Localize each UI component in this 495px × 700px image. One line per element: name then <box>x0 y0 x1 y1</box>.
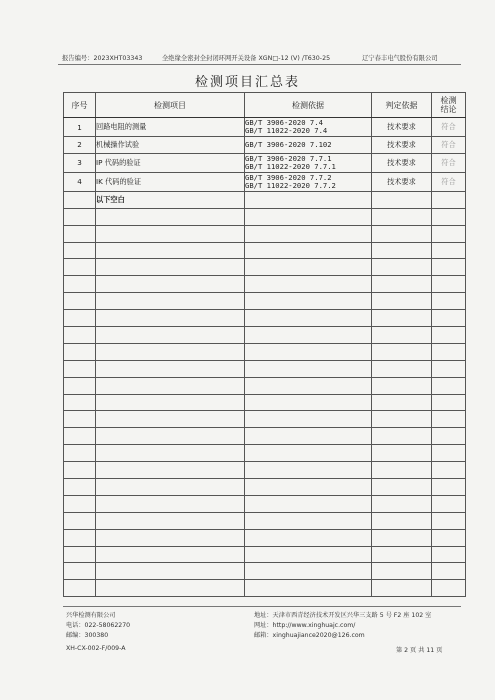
blank-cell <box>64 411 96 428</box>
table-row <box>64 172 466 191</box>
table-row-empty <box>64 242 466 259</box>
blank-cell <box>245 293 372 310</box>
row-basis <box>245 118 372 137</box>
page-number: 第 2 页 共 11 页 <box>396 647 443 654</box>
row-no: 4 <box>64 172 96 191</box>
blank-cell <box>432 580 466 597</box>
table-row-empty <box>64 428 466 445</box>
blank-cell <box>64 242 96 259</box>
blank-cell <box>64 479 96 496</box>
row-no: 3 <box>64 153 96 172</box>
blank-cell <box>432 360 466 377</box>
blank-cell <box>372 327 432 344</box>
blank-cell <box>64 310 96 327</box>
blank-cell <box>432 411 466 428</box>
header-item: 检测项目 <box>96 93 245 118</box>
table-row <box>64 137 466 154</box>
table-row-empty <box>64 310 466 327</box>
footer-address: 地址：天津市西青经济技术开发区兴华三支路 5 号 F2 座 102 室 <box>254 612 432 619</box>
row-item: 机械操作试验 <box>96 137 245 154</box>
blank-cell <box>372 563 432 580</box>
blank-cell <box>96 462 245 479</box>
blank-cell <box>64 276 96 293</box>
blank-cell <box>372 546 432 563</box>
blank-cell <box>245 411 372 428</box>
blank-cell <box>96 225 245 242</box>
blank-cell <box>245 428 372 445</box>
blank-cell <box>372 529 432 546</box>
blank-cell <box>64 225 96 242</box>
row-basis-line1: GB/T 3906-2020 7.7.1 <box>245 153 332 163</box>
table-body <box>64 118 466 597</box>
row-basis <box>245 153 372 172</box>
client-company: 辽宁春丰电气股份有限公司 <box>362 55 438 62</box>
row-requirement: 技术要求 <box>372 172 432 191</box>
table-row <box>64 153 466 172</box>
table-row-empty <box>64 512 466 529</box>
blank-cell <box>245 360 372 377</box>
table-row-empty <box>64 445 466 462</box>
blank-cell <box>372 276 432 293</box>
blank-cell <box>64 512 96 529</box>
table-row-empty <box>64 462 466 479</box>
blank-cell <box>96 445 245 462</box>
blank-cell <box>245 479 372 496</box>
blank-cell <box>96 208 245 225</box>
blank-cell <box>96 259 245 276</box>
blank-cell <box>64 377 96 394</box>
table-row-empty <box>64 276 466 293</box>
blank-cell <box>245 225 372 242</box>
blank-cell <box>245 310 372 327</box>
blank-cell <box>96 428 245 445</box>
footer-phone: 电话：022-58062270 <box>66 622 131 629</box>
table-row-blank-note <box>64 191 466 208</box>
product-name: 全绝缘全密封全封闭环网开关设备 XGN□-12 (V) /T630-25 <box>162 55 331 62</box>
table-row-empty <box>64 563 466 580</box>
row-no: 1 <box>64 118 96 137</box>
blank-cell <box>372 462 432 479</box>
report-number: 报告编号：2023XHT03343 <box>62 55 143 62</box>
blank-cell <box>372 208 432 225</box>
blank-cell <box>372 445 432 462</box>
table-row-empty <box>64 394 466 411</box>
row-basis-line1: GB/T 3906-2020 7.102 <box>245 139 332 149</box>
row-basis-line2: GB/T 11022-2020 7.7.1 <box>245 161 336 171</box>
blank-cell <box>372 191 432 208</box>
table-header-row <box>64 93 466 118</box>
blank-cell <box>245 327 372 344</box>
footer-org: 兴华检测有限公司 <box>66 612 116 619</box>
blank-cell <box>245 191 372 208</box>
blank-cell <box>96 546 245 563</box>
row-basis <box>245 137 372 154</box>
blank-cell <box>64 462 96 479</box>
blank-cell <box>372 225 432 242</box>
table-row-empty <box>64 580 466 597</box>
blank-cell <box>432 495 466 512</box>
blank-cell <box>245 276 372 293</box>
blank-cell <box>432 276 466 293</box>
table-row <box>64 118 466 137</box>
blank-cell <box>64 394 96 411</box>
blank-cell <box>96 394 245 411</box>
row-result: 符合 <box>432 153 466 172</box>
blank-cell <box>64 293 96 310</box>
blank-cell <box>64 529 96 546</box>
blank-cell <box>64 259 96 276</box>
blank-cell <box>96 242 245 259</box>
table-row-empty <box>64 479 466 496</box>
blank-cell <box>96 276 245 293</box>
table-row-empty <box>64 293 466 310</box>
blank-cell <box>372 479 432 496</box>
blank-cell <box>372 377 432 394</box>
table-row-empty <box>64 343 466 360</box>
blank-cell <box>245 377 372 394</box>
blank-cell <box>245 563 372 580</box>
blank-cell <box>432 310 466 327</box>
blank-cell <box>64 563 96 580</box>
blank-cell <box>64 343 96 360</box>
blank-cell <box>372 495 432 512</box>
row-basis <box>245 172 372 191</box>
table-row-empty <box>64 360 466 377</box>
row-requirement: 技术要求 <box>372 118 432 137</box>
blank-cell <box>245 259 372 276</box>
blank-cell <box>432 512 466 529</box>
blank-cell <box>432 529 466 546</box>
blank-cell <box>245 208 372 225</box>
row-no: 2 <box>64 137 96 154</box>
blank-cell <box>245 343 372 360</box>
blank-cell <box>432 479 466 496</box>
row-item: 回路电阻的测量 <box>96 118 245 137</box>
blank-cell <box>432 225 466 242</box>
table-row-empty <box>64 225 466 242</box>
blank-cell <box>372 411 432 428</box>
summary-table <box>63 92 466 597</box>
table-row-empty <box>64 208 466 225</box>
blank-cell <box>432 445 466 462</box>
blank-cell <box>432 546 466 563</box>
blank-cell <box>432 428 466 445</box>
blank-cell <box>64 327 96 344</box>
blank-cell <box>96 580 245 597</box>
blank-cell <box>372 512 432 529</box>
blank-cell <box>245 512 372 529</box>
blank-cell <box>96 411 245 428</box>
row-item: IK 代码的验证 <box>96 172 245 191</box>
header-divider <box>58 64 461 65</box>
blank-cell <box>432 259 466 276</box>
row-result: 符合 <box>432 137 466 154</box>
blank-cell <box>245 580 372 597</box>
blank-cell <box>64 495 96 512</box>
row-basis-line1: GB/T 3906-2020 7.7.2 <box>245 172 332 182</box>
blank-cell <box>432 327 466 344</box>
blank-cell <box>245 394 372 411</box>
blank-cell <box>372 259 432 276</box>
header-basis: 检测依据 <box>245 93 372 118</box>
header-result-line2: 结论 <box>440 105 457 114</box>
table-row-empty <box>64 529 466 546</box>
table-row-empty <box>64 377 466 394</box>
blank-cell <box>96 360 245 377</box>
form-code: XH-CX-002-F/009-A <box>66 645 126 652</box>
blank-cell <box>372 580 432 597</box>
blank-cell <box>372 343 432 360</box>
blank-cell <box>372 360 432 377</box>
table-row-empty <box>64 411 466 428</box>
blank-cell <box>96 327 245 344</box>
footer-postcode: 邮编：300380 <box>66 632 109 639</box>
blank-cell <box>64 580 96 597</box>
blank-cell <box>96 495 245 512</box>
blank-cell <box>432 208 466 225</box>
row-basis-line1: GB/T 3906-2020 7.4 <box>245 117 323 127</box>
blank-cell <box>432 563 466 580</box>
row-result: 符合 <box>432 172 466 191</box>
header-result-line1: 检测 <box>440 96 457 105</box>
blank-cell <box>64 360 96 377</box>
row-requirement: 技术要求 <box>372 137 432 154</box>
blank-cell <box>64 428 96 445</box>
blank-cell <box>96 377 245 394</box>
page-title: 检测项目汇总表 <box>194 75 300 90</box>
blank-cell <box>64 208 96 225</box>
row-basis-line2: GB/T 11022-2020 7.4 <box>245 126 328 135</box>
blank-cell <box>96 479 245 496</box>
blank-cell <box>372 242 432 259</box>
blank-cell <box>432 191 466 208</box>
blank-cell <box>432 343 466 360</box>
header-no: 序号 <box>64 93 96 118</box>
table-row-empty <box>64 495 466 512</box>
blank-cell <box>96 529 245 546</box>
blank-cell <box>432 377 466 394</box>
blank-cell <box>372 394 432 411</box>
blank-cell <box>372 310 432 327</box>
table-row-empty <box>64 259 466 276</box>
blank-note: 以下空白 <box>96 191 245 208</box>
footer-divider <box>63 606 461 607</box>
table-row-empty <box>64 546 466 563</box>
blank-cell <box>245 529 372 546</box>
blank-cell <box>96 293 245 310</box>
footer-email: 邮箱：xinghuajiance2020@126.com <box>254 632 365 639</box>
blank-cell <box>96 343 245 360</box>
table-row-empty <box>64 327 466 344</box>
blank-cell <box>64 546 96 563</box>
footer-website: 网址：http://www.xinghuajc.com/ <box>254 622 356 629</box>
blank-cell <box>432 394 466 411</box>
blank-cell <box>432 242 466 259</box>
row-basis-line2: GB/T 11022-2020 7.7.2 <box>245 180 336 190</box>
row-requirement: 技术要求 <box>372 153 432 172</box>
blank-cell <box>64 191 96 208</box>
blank-cell <box>432 462 466 479</box>
blank-cell <box>372 293 432 310</box>
header-result <box>432 93 466 118</box>
blank-cell <box>245 462 372 479</box>
blank-cell <box>245 242 372 259</box>
blank-cell <box>245 445 372 462</box>
blank-cell <box>372 428 432 445</box>
blank-cell <box>96 310 245 327</box>
blank-cell <box>96 563 245 580</box>
blank-cell <box>432 293 466 310</box>
blank-cell <box>245 495 372 512</box>
blank-cell <box>96 512 245 529</box>
blank-cell <box>64 445 96 462</box>
row-item: IP 代码的验证 <box>96 153 245 172</box>
header-requirement: 判定依据 <box>372 93 432 118</box>
blank-cell <box>245 546 372 563</box>
row-result: 符合 <box>432 118 466 137</box>
